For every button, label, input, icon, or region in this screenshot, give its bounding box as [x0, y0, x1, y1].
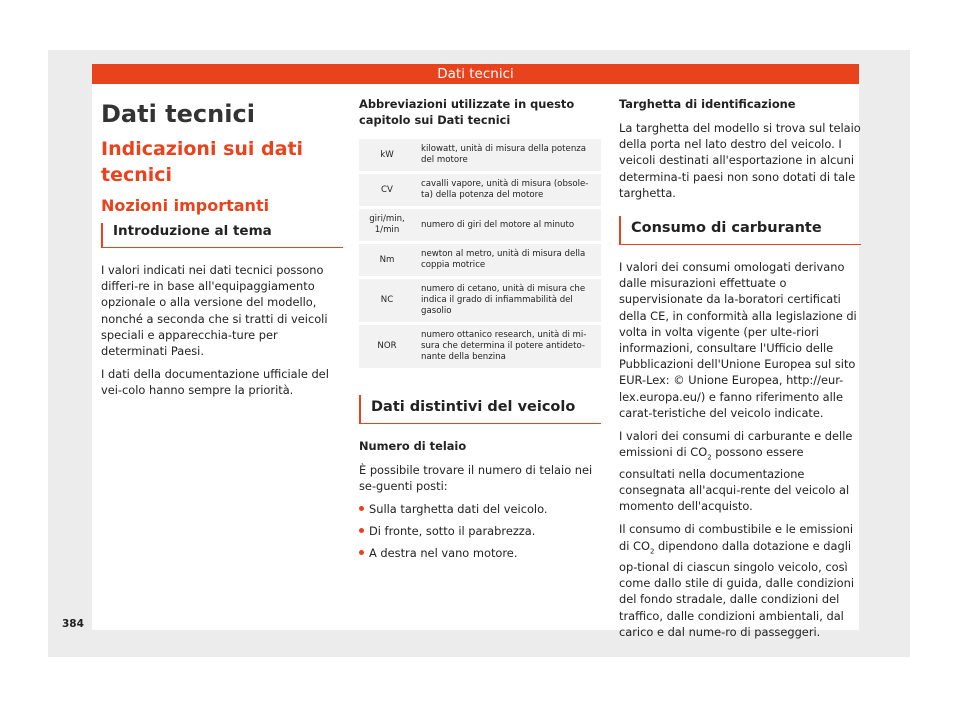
abbr-cell: giri/min, 1/min	[359, 209, 415, 241]
desc-cell: kilowatt, unità di misura della potenza del motore	[415, 139, 601, 171]
table-row	[359, 174, 601, 206]
intro-paragraph: I valori indicati nei dati tecnici possono differi-re in base all'equipaggiamento opzionale o alla versione del modello, nonché a seconda che si tratti di veicoli speciali e apparecchia-ture per determinati Paesi.	[101, 263, 328, 359]
column-1	[101, 96, 343, 406]
page-number: 384	[62, 618, 84, 630]
section-title: Indicazioni sui dati tecnici	[101, 138, 304, 186]
desc-cell: numero di cetano, unità di misura che indica il grado di infiammabilità del gasolio	[415, 279, 601, 322]
vehicle-id-heading: Dati distintivi del veicolo	[359, 395, 601, 424]
desc-cell: newton al metro, unità di misura della coppia motrice	[415, 244, 601, 276]
chassis-paragraph: È possibile trovare il numero di telaio nei se-guenti posti:	[359, 463, 593, 494]
priority-paragraph: I dati della documentazione ufficiale del vei-colo hanno sempre la priorità.	[101, 367, 329, 398]
list-item: Sulla targhetta dati del veicolo.	[359, 501, 601, 517]
column-3	[619, 96, 861, 647]
consumption-paragraph: I valori dei consumi omologati derivano dalle misurazioni effettuate o supervisionate da la-boratori certificati della CE, in conformità alla legislazione di volta in volta vigente (per ulte-riori informazioni, consultare l'Ufficio delle Pubblicazioni dell'Unione Europea sul sito EUR-Lex: © Unione Europea, http://eur-lex.europa.eu/) e fanno riferimento alle carat-teristiche del veicolo indicate.	[619, 260, 857, 420]
chassis-number-title: Numero di telaio	[359, 439, 467, 453]
bullet-icon	[359, 506, 364, 511]
abbr-cell: Nm	[359, 244, 415, 276]
column-2	[359, 96, 601, 567]
list-item: A destra nel vano motore.	[359, 545, 601, 561]
table-row	[359, 279, 601, 322]
fuel-consumption-heading: Consumo di carburante	[619, 216, 861, 245]
factors-paragraph: Il consumo di combustibile e le emissioni di $CO_2$ dipendono dalla dotazione e dagli op-tional di ciascun singolo veicolo, così come dallo stile di guida, dalle condizioni del fondo stradale, dalle condizioni del traffico, dalle condizioni ambientali, dal carico e dal nume-ro di passeggeri.	[619, 522, 855, 639]
subsection-title: Nozioni importanti	[101, 196, 270, 215]
desc-cell: numero di giri del motore al minuto	[415, 209, 601, 241]
table-row	[359, 139, 601, 171]
bullet-icon	[359, 550, 364, 555]
header-bar: Dati tecnici	[92, 64, 859, 84]
id-plate-paragraph: La targhetta del modello si trova sul telaio della porta nel lato destro del veicolo. I veicoli destinati all'esportazione in alcuni determina-ti paesi non sono dotati di tale targhetta.	[619, 121, 861, 200]
abbreviations-table	[359, 136, 601, 371]
desc-cell: numero ottanico research, unità di mi-sura che determina il potere antideto-nante della benzina	[415, 325, 601, 368]
abbr-cell: NC	[359, 279, 415, 322]
chapter-title: Dati tecnici	[101, 100, 255, 128]
table-row	[359, 244, 601, 276]
abbr-cell: NOR	[359, 325, 415, 368]
id-plate-title: Targhetta di identificazione	[619, 97, 796, 111]
table-row	[359, 209, 601, 241]
abbr-cell: kW	[359, 139, 415, 171]
location-list	[359, 501, 601, 561]
desc-cell: cavalli vapore, unità di misura (obsole-ta) della potenza del motore	[415, 174, 601, 206]
list-item: Di fronte, sotto il parabrezza.	[359, 523, 601, 539]
abbr-cell: CV	[359, 174, 415, 206]
abbreviations-title: Abbreviazioni utilizzate in questo capitolo sui Dati tecnici	[359, 97, 575, 127]
topic-heading: Introduzione al tema	[101, 223, 343, 248]
co2-paragraph: I valori dei consumi di carburante e delle emissioni di $CO_2$ possono essere consultati nella documentazione consegnata all'acqui-rente del veicolo al momento dell'acquisto.	[619, 429, 853, 514]
bullet-icon	[359, 528, 364, 533]
table-row	[359, 325, 601, 368]
